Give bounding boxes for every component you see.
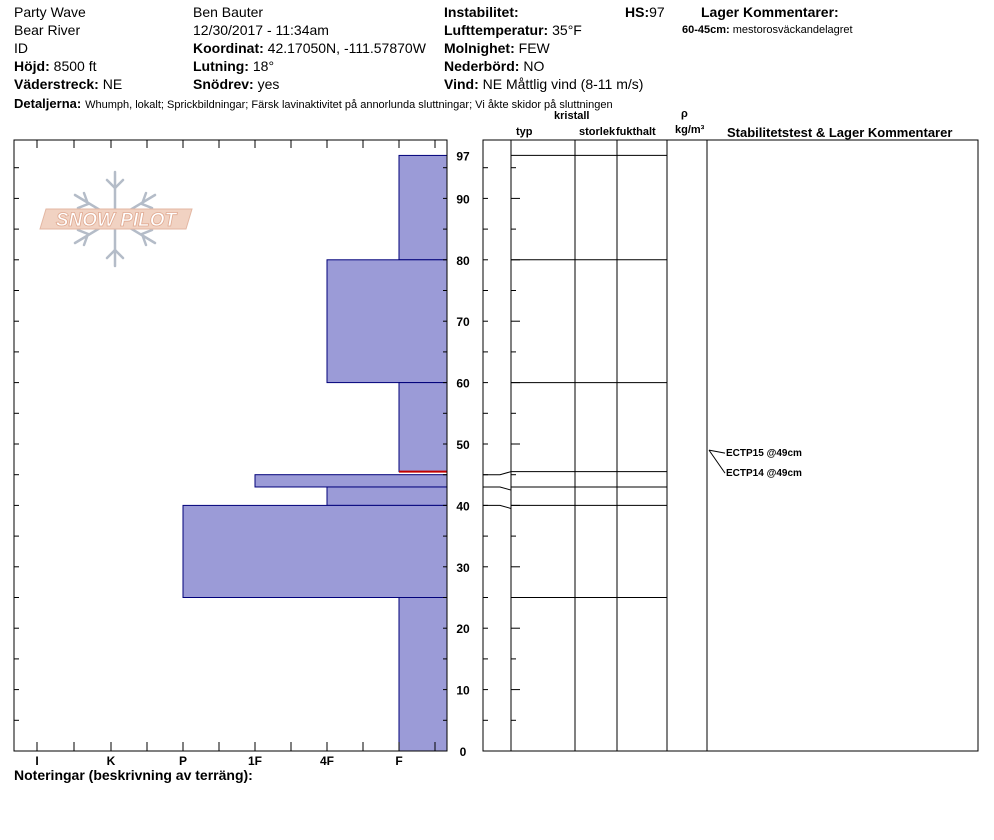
snow-height-label: HS: bbox=[625, 4, 650, 20]
layer-comment-text: mestorosväckandelagret bbox=[732, 24, 853, 36]
test-pointer bbox=[709, 450, 725, 453]
depth-tick-label: 80 bbox=[456, 253, 470, 268]
col-fukthalt: fukthalt bbox=[616, 126, 656, 138]
layer-connector bbox=[483, 505, 511, 508]
notes-label: Noteringar (beskrivning av terräng): bbox=[14, 767, 253, 783]
stability-test-label: ECTP15 @49cm bbox=[726, 448, 802, 460]
hardness-tick-label: F bbox=[395, 754, 403, 768]
observer-name: Ben Bauter bbox=[193, 4, 264, 20]
logo-text: SNOW PILOT bbox=[55, 210, 177, 231]
sky-cover-value: FEW bbox=[518, 40, 550, 56]
layer-comment-range: 60-45cm: bbox=[682, 24, 730, 36]
snowpilot-logo bbox=[40, 172, 192, 266]
depth-tick-label: 40 bbox=[456, 499, 470, 514]
depth-tick-label: 0 bbox=[459, 745, 467, 759]
coordinates-label: Koordinat: bbox=[193, 40, 264, 56]
snow-layer-bar bbox=[399, 383, 447, 472]
precipitation-label: Nederbörd: bbox=[444, 58, 520, 74]
depth-tick-label: 10 bbox=[456, 683, 470, 698]
slope-label: Lutning: bbox=[193, 58, 249, 74]
col-typ: typ bbox=[516, 126, 533, 138]
depth-tick-label: 90 bbox=[456, 192, 470, 207]
col-density-unit: kg/m³ bbox=[675, 124, 705, 136]
snow-layer-bar bbox=[255, 475, 447, 487]
details-value: Whumph, lokalt; Sprickbildningar; Färsk lavinaktivitet på annorlunda sluttningar; Vi åkte skidor på sluttningen bbox=[85, 99, 613, 111]
hardness-tick-label: 4F bbox=[319, 754, 335, 768]
aspect-value: NE bbox=[102, 76, 123, 92]
snow-layer-bar bbox=[327, 487, 447, 505]
air-temperature-value: 35°F bbox=[552, 22, 582, 38]
col-rho: ρ bbox=[681, 108, 688, 120]
blowing-snow-label: Snödrev: bbox=[193, 76, 254, 92]
snow-layer-bar bbox=[327, 260, 447, 383]
aspect-label: Väderstreck: bbox=[14, 76, 99, 92]
depth-tick-label: 70 bbox=[456, 315, 470, 330]
depth-tick-label: 20 bbox=[456, 622, 470, 637]
snow-layer-bar bbox=[183, 505, 447, 597]
elevation-value: 8500 ft bbox=[53, 58, 97, 74]
stability-test-label: ECTP14 @49cm bbox=[726, 468, 802, 480]
layer-comments-title: Lager Kommentarer: bbox=[701, 4, 839, 20]
col-stability: Stabilitetstest & Lager Kommentarer bbox=[727, 125, 953, 140]
layer-table-frame bbox=[483, 140, 978, 751]
id-label: ID bbox=[14, 40, 28, 56]
layer-connector bbox=[483, 472, 511, 475]
depth-tick-label: 97 bbox=[456, 149, 470, 164]
hardness-tick-label: 1F bbox=[247, 754, 263, 768]
coordinates-value: 42.17050N, -111.57870W bbox=[267, 40, 426, 56]
snow-layer-bar bbox=[399, 598, 447, 752]
air-temperature-label: Lufttemperatur: bbox=[444, 22, 549, 38]
depth-tick-label: 30 bbox=[456, 560, 470, 575]
depth-tick-label: 60 bbox=[456, 376, 470, 391]
col-storlek: storlek bbox=[579, 126, 616, 138]
test-pointer bbox=[709, 450, 725, 473]
depth-tick-label: 50 bbox=[456, 438, 470, 452]
snow-layer-bar bbox=[399, 155, 447, 259]
elevation-label: Höjd: bbox=[14, 58, 50, 74]
observation-datetime: 12/30/2017 - 11:34am bbox=[193, 22, 329, 38]
col-kristall: kristall bbox=[554, 110, 590, 122]
blowing-snow-value: yes bbox=[257, 76, 280, 92]
instability-label: Instabilitet: bbox=[444, 4, 519, 20]
location-name: Party Wave bbox=[14, 4, 86, 20]
hardness-tick-label: K bbox=[106, 754, 116, 768]
region-name: Bear River bbox=[14, 22, 81, 38]
snow-height-value: 97 bbox=[649, 4, 665, 20]
slope-value: 18° bbox=[252, 58, 275, 74]
details-label: Detaljerna: bbox=[14, 96, 82, 111]
hardness-tick-label: I bbox=[35, 754, 39, 768]
sky-cover-label: Molnighet: bbox=[444, 40, 515, 56]
layer-connector bbox=[483, 487, 511, 490]
precipitation-value: NO bbox=[523, 58, 545, 74]
hardness-tick-label: P bbox=[178, 754, 188, 768]
wind-label: Vind: bbox=[444, 76, 479, 92]
wind-value: NE Måttlig vind (8-11 m/s) bbox=[482, 76, 644, 92]
